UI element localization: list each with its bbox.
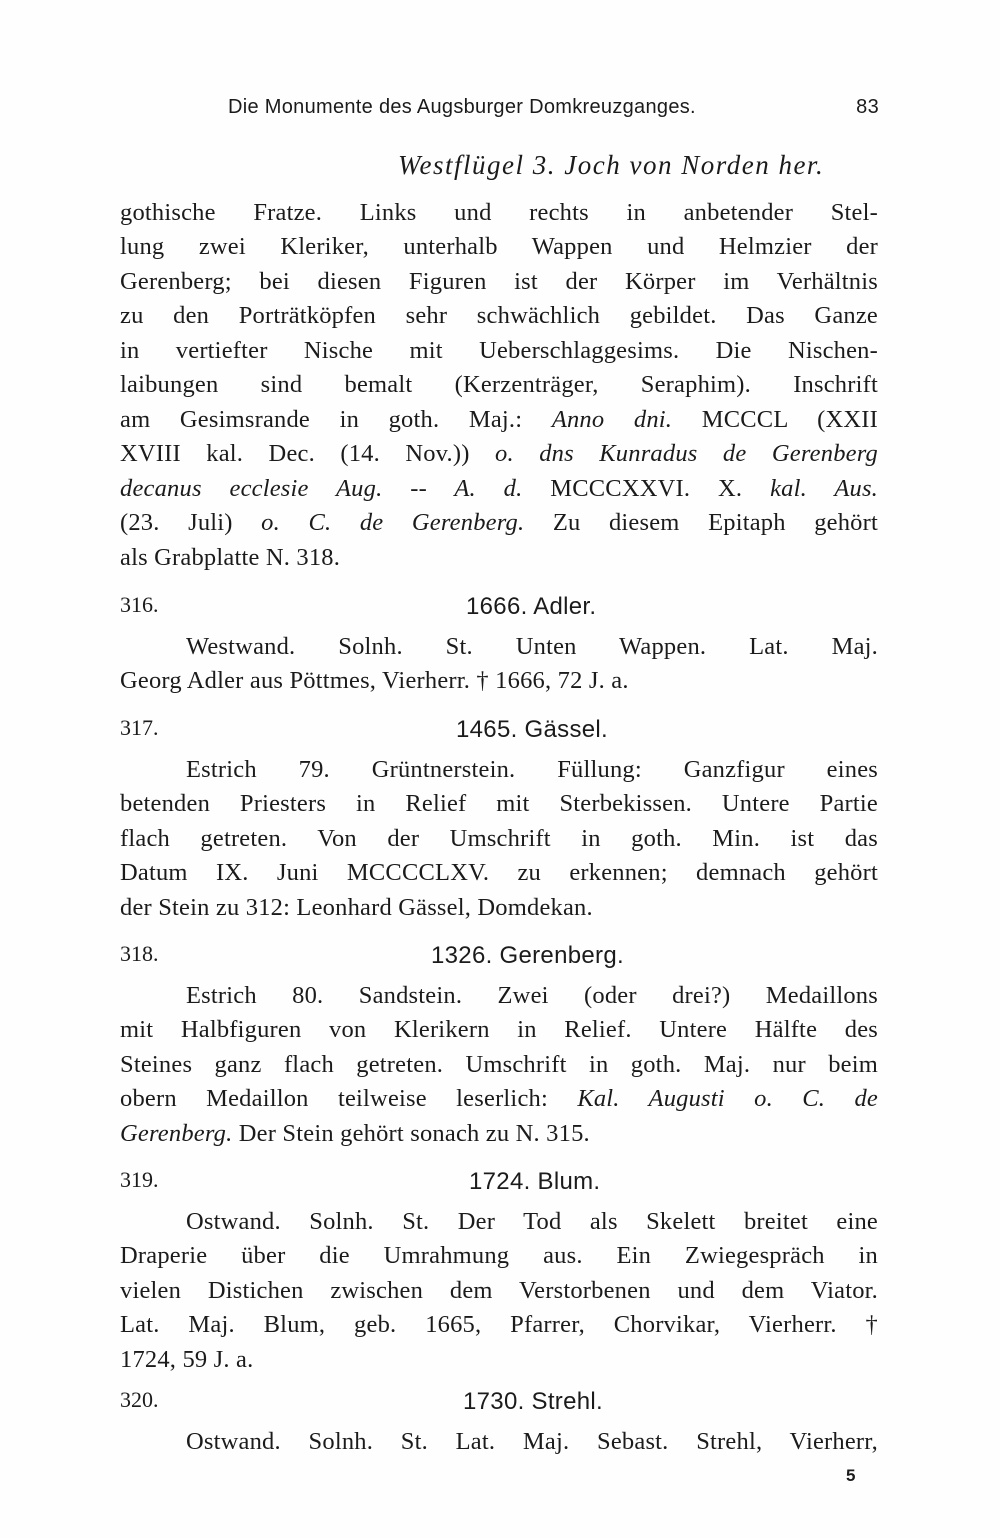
signature-mark: 5 (846, 1466, 856, 1485)
entry-316-line-2: Georg Adler aus Pöttmes, Vierherr. † 1666, 72 J. a. (120, 667, 629, 694)
intro-line-3: Gerenberg; bei diesen Figuren ist der Körper im Verhältnis (120, 268, 878, 295)
intro-line-4: zu den Porträtköpfen sehr schwächlich gebildet. Das Ganze (120, 302, 878, 329)
entry-heading-316: 1666. Adler. (466, 593, 597, 620)
entry-320-line-1: Ostwand. Solnh. St. Lat. Maj. Sebast. Strehl, Vierherr, (186, 1428, 878, 1455)
entry-317-line-5: der Stein zu 312: Leonhard Gässel, Domdekan. (120, 894, 593, 921)
entry-number-316: 316. (120, 592, 159, 617)
intro-line-2: lung zwei Kleriker, unterhalb Wappen und Helmzier der (120, 233, 878, 260)
entry-318-line-3: Steines ganz flach getreten. Umschrift in goth. Maj. nur beim (120, 1051, 878, 1078)
intro-line-8c (514, 440, 539, 467)
entry-318-line-4a: obern Medaillon teilweise leserlich: (120, 1085, 578, 1112)
entry-heading-317: 1465. Gässel. (456, 716, 608, 743)
inscription-kunradus: dns Kunradus de Gerenberg (539, 440, 878, 467)
entry-316-line-1: Westwand. Solnh. St. Unten Wappen. Lat. Maj. (186, 633, 878, 660)
inscription-anno: Anno dni. (551, 406, 673, 433)
entry-319-line-3: vielen Distichen zwischen dem Verstorbenen und dem Viator. (120, 1277, 878, 1304)
entry-319-line-2: Draperie über die Umrahmung aus. Ein Zwiegespräch in (120, 1242, 878, 1269)
intro-line-9 (120, 472, 878, 506)
intro-line-10 (120, 506, 878, 540)
entry-number-317: 317. (120, 715, 159, 740)
entry-number-320: 320. (120, 1387, 159, 1412)
intro-line-7a: am Gesimsrande in goth. Maj.: (120, 406, 552, 433)
section-title: Westflügel 3. Joch von Norden her. (398, 150, 825, 180)
entry-318-line-5 (120, 1117, 878, 1151)
entry-heading-318: 1326. Gerenberg. (431, 942, 624, 969)
entry-317-line-2: betenden Priesters in Relief mit Sterbekissen. Untere Partie (120, 790, 878, 817)
intro-line-10a: (23. Juli) (120, 509, 262, 536)
intro-line-10c: Zu diesem Epitaph gehört (524, 509, 878, 536)
entry-number-318: 318. (120, 941, 159, 966)
entry-318-line-4 (120, 1082, 878, 1116)
inscription-gerenberg: o. C. de Gerenberg. (261, 509, 525, 536)
entry-317-line-4: Datum IX. Juni MCCCCLXV. zu erkennen; demnach gehört (120, 859, 878, 886)
entry-317-line-1: Estrich 79. Grüntnerstein. Füllung: Ganzfigur eines (186, 756, 878, 783)
inscription-kal-augusti: Kal. Augusti o. C. de (577, 1085, 878, 1112)
entry-317-line-3: flach getreten. Von der Umschrift in goth. Min. ist das (120, 825, 878, 852)
intro-line-9b: MCCCXXVI. X. (522, 475, 771, 502)
intro-line-5: in vertiefter Nische mit Ueberschlaggesims. Die Nischen- (120, 337, 878, 364)
intro-line-7 (120, 403, 878, 437)
inscription-gerenberg-2: Gerenberg. (120, 1120, 233, 1147)
running-head (228, 96, 879, 128)
page-number: 83 (856, 96, 879, 118)
intro-line-7c: MCCCL (XXII (672, 406, 878, 433)
entry-319-line-4: Lat. Maj. Blum, geb. 1665, Pfarrer, Chorvikar, Vierherr. † (120, 1311, 878, 1338)
running-head-title: Die Monumente des Augsburger Domkreuzganges. (228, 96, 696, 118)
inscription-decanus: decanus ecclesie Aug. -- A. d. (120, 475, 523, 502)
inscription-kal: kal. Aus. (770, 475, 879, 502)
entry-319-line-1: Ostwand. Solnh. St. Der Tod als Skelett breitet eine (186, 1208, 878, 1235)
entry-heading-319: 1724. Blum. (469, 1168, 601, 1195)
entry-318-line-2: mit Halbfiguren von Klerikern in Relief. Untere Hälfte des (120, 1016, 878, 1043)
intro-line-1: gothische Fratze. Links und rechts in anbetender Stel- (120, 199, 878, 226)
intro-line-6: laibungen sind bemalt (Kerzenträger, Seraphim). Inschrift (120, 371, 878, 398)
intro-line-8b: o. (495, 440, 514, 467)
entry-number-319: 319. (120, 1167, 159, 1192)
entry-319-line-5: 1724, 59 J. a. (120, 1346, 254, 1373)
intro-line-8 (120, 437, 878, 471)
entry-318-line-5b: Der Stein gehört sonach zu N. 315. (232, 1120, 590, 1147)
entry-318-line-1: Estrich 80. Sandstein. Zwei (oder drei?) Medaillons (186, 982, 878, 1009)
intro-line-8a: XVIII kal. Dec. (14. Nov.)) (120, 440, 495, 467)
intro-line-11: als Grabplatte N. 318. (120, 544, 341, 571)
entry-heading-320: 1730. Strehl. (463, 1388, 603, 1415)
